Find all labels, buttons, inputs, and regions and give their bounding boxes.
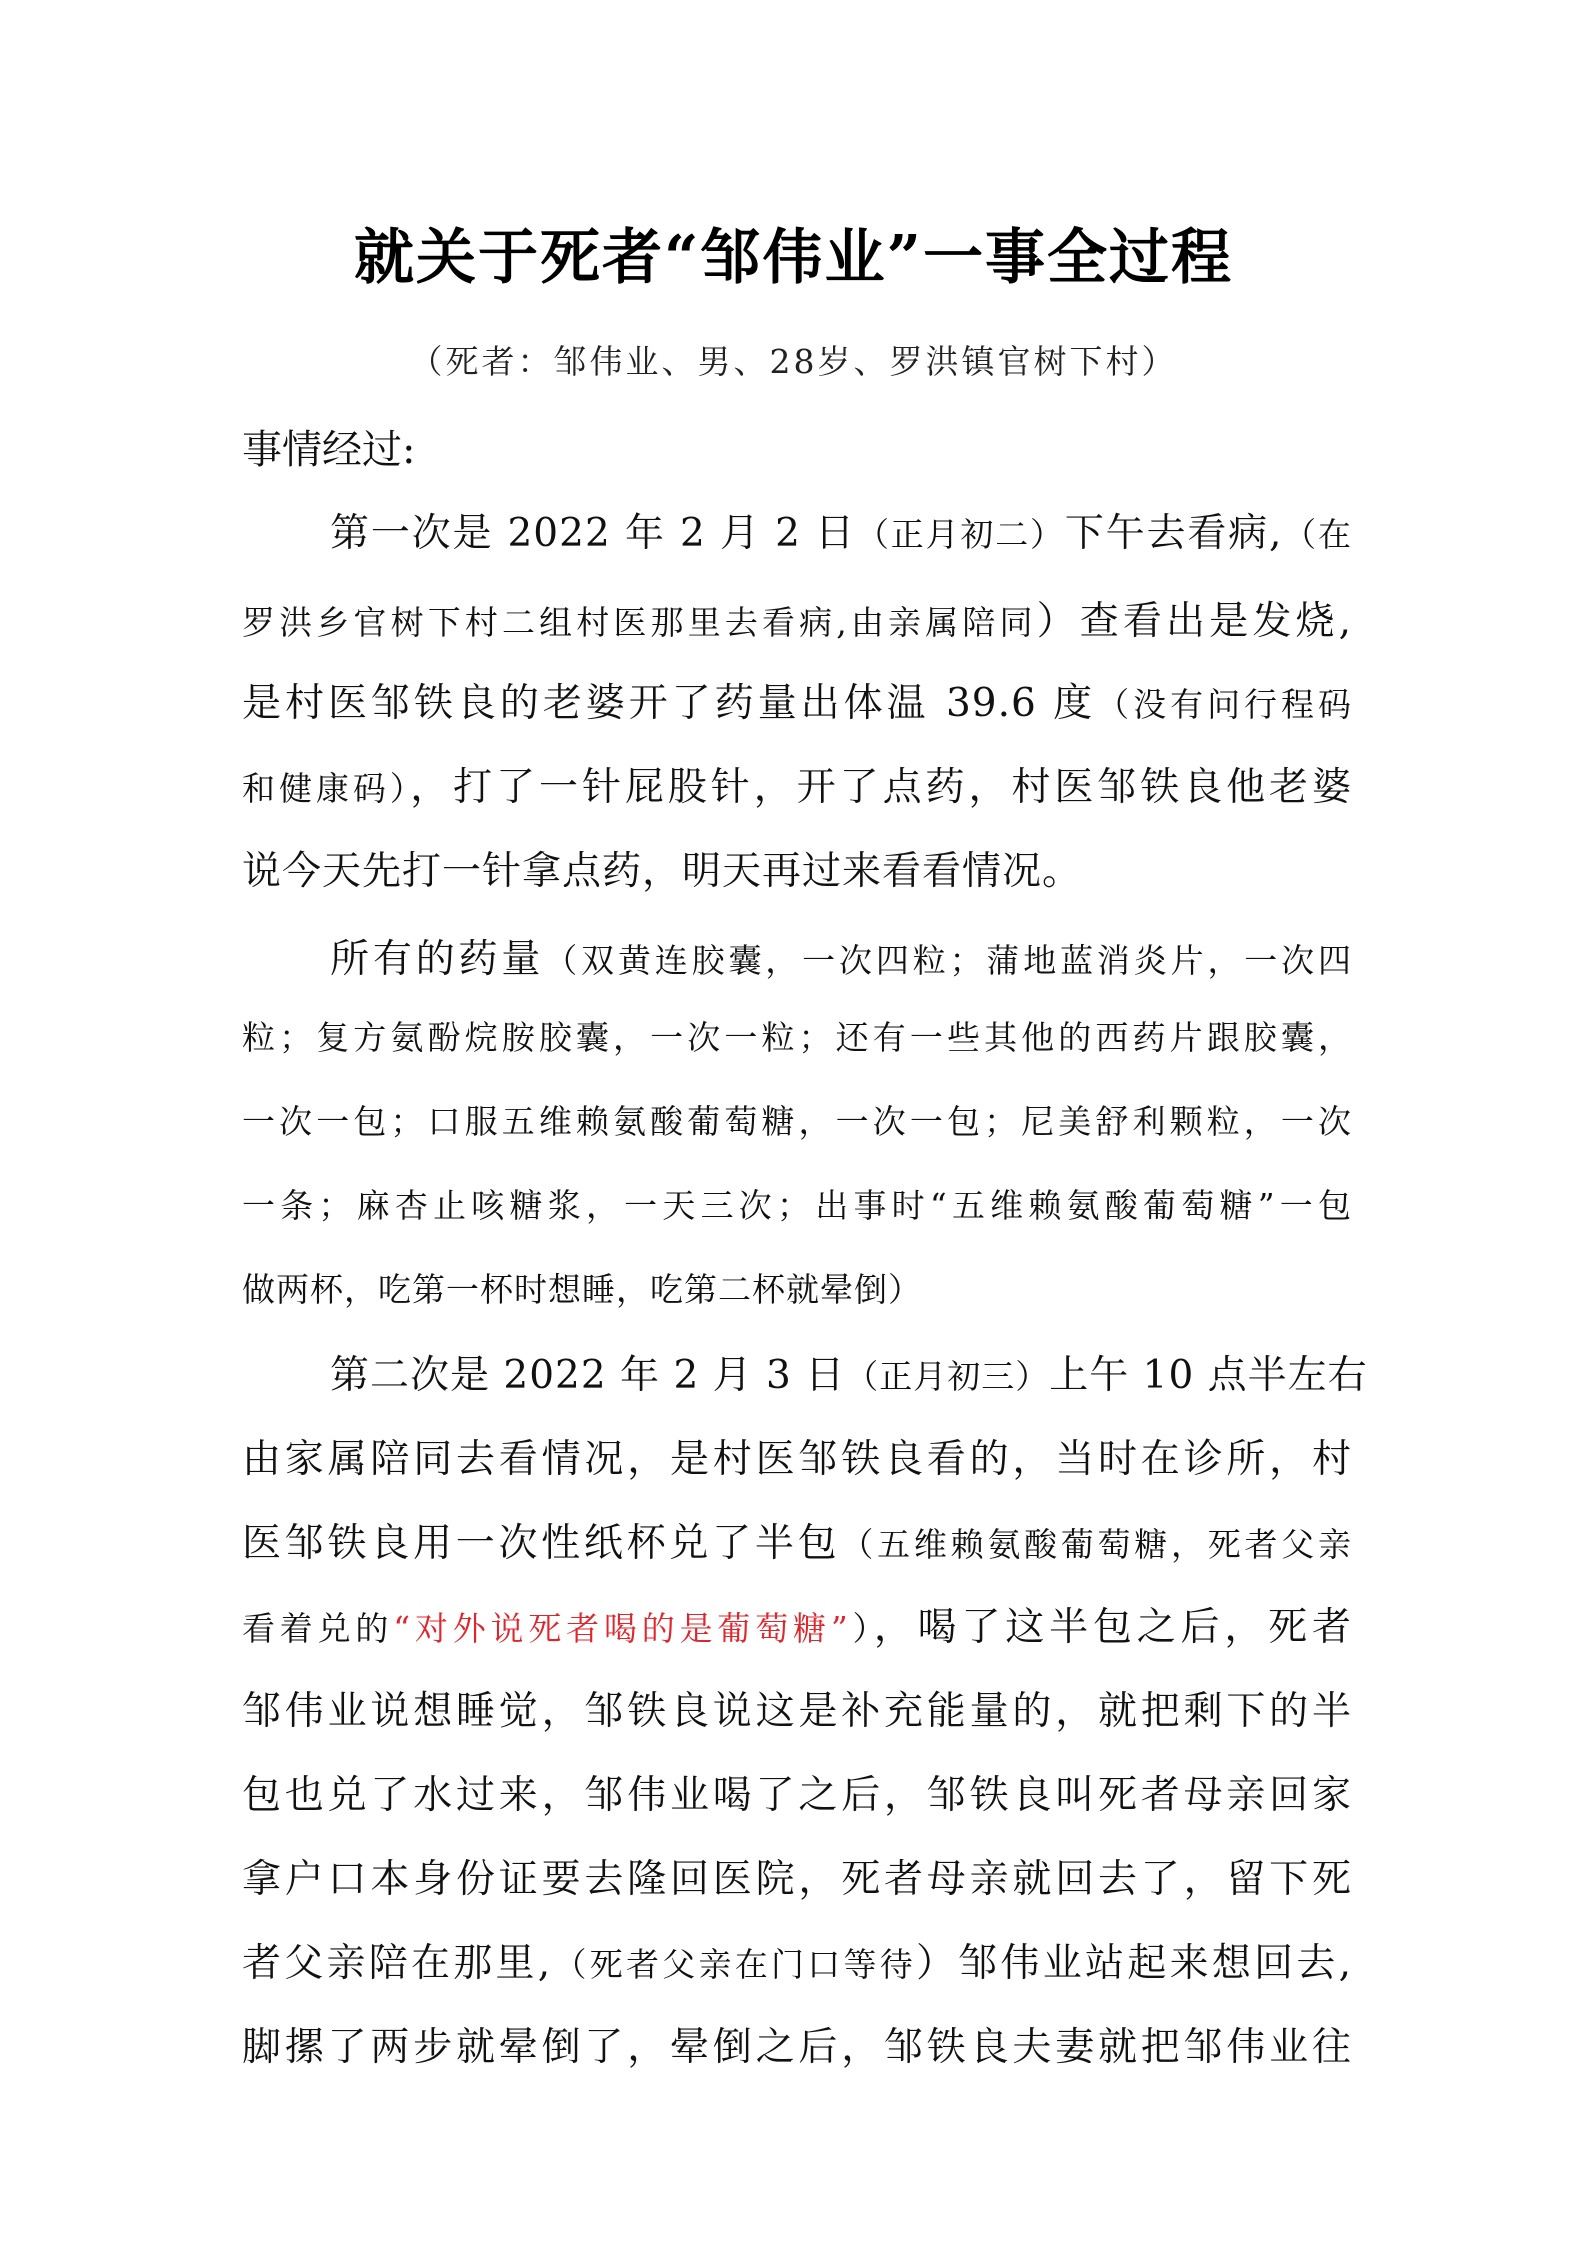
- paragraph-2-line-1: 所有的药量（双黄连胶囊，一次四粒；蒲地蓝消炎片，一次四: [330, 937, 1352, 982]
- highlighted-quote: “对外说死者喝的是葡萄糖”: [393, 1609, 849, 1648]
- paragraph-1-line-4: 和健康码），打了一针屁股针，开了点药，村医邹铁良他老婆: [242, 765, 1352, 810]
- document-subtitle: （死者：邹伟业、男、28岁、罗洪镇官树下村）: [409, 342, 1178, 381]
- section-heading: 事情经过:: [242, 427, 416, 473]
- paragraph-1-line-2: 罗洪乡官树下村二组村医那里去看病,由亲属陪同）查看出是发烧,: [242, 599, 1352, 644]
- paragraph-3-line-9: 脚摞了两步就晕倒了，晕倒之后，邹铁良夫妻就把邹伟业往: [242, 2025, 1352, 2070]
- paragraph-3-line-3: 医邹铁良用一次性纸杯兑了半包（五维赖氨酸葡萄糖，死者父亲: [242, 1521, 1352, 1566]
- paragraph-1-line-3: 是村医邹铁良的老婆开了药量出体温 39.6 度（没有问行程码: [242, 681, 1353, 726]
- paragraph-1-line-5: 说今天先打一针拿点药，明天再过来看看情况。: [242, 849, 1083, 894]
- paragraph-1-line-1: 第一次是 2022 年 2 月 2 日（正月初二）下午去看病,（在: [330, 511, 1352, 556]
- paragraph-2-line-3: 一次一包；口服五维赖氨酸葡萄糖，一次一包；尼美舒利颗粒，一次: [242, 1102, 1352, 1141]
- paragraph-2-line-4: 一条；麻杏止咳糖浆，一天三次；出事时“五维赖氨酸葡萄糖”一包: [242, 1186, 1352, 1225]
- paragraph-3-line-7: 拿户口本身份证要去隆回医院，死者母亲就回去了，留下死: [242, 1857, 1352, 1902]
- paragraph-3-line-8: 者父亲陪在那里,（死者父亲在门口等待）邹伟业站起来想回去,: [242, 1941, 1352, 1986]
- paragraph-3-line-5: 邹伟业说想睡觉，邹铁良说这是补充能量的，就把剩下的半: [242, 1689, 1352, 1734]
- paragraph-2-line-2: 粒；复方氨酚烷胺胶囊，一次一粒；还有一些其他的西药片跟胶囊，: [242, 1018, 1352, 1057]
- paragraph-3-line-6: 包也兑了水过来，邹伟业喝了之后，邹铁良叫死者母亲回家: [242, 1773, 1352, 1818]
- paragraph-3-line-1: 第二次是 2022 年 2 月 3 日（正月初三）上午 10 点半左右: [330, 1353, 1368, 1398]
- paragraph-2-line-5: 做两杯，吃第一杯时想睡，吃第二杯就晕倒）: [242, 1270, 922, 1309]
- paragraph-3-line-4: 看着兑的“对外说死者喝的是葡萄糖”），喝了这半包之后，死者: [242, 1605, 1352, 1650]
- paragraph-3-line-2: 由家属陪同去看情况，是村医邹铁良看的，当时在诊所，村: [242, 1437, 1352, 1482]
- document-title: 就关于死者“邹伟业”一事全过程: [353, 223, 1234, 293]
